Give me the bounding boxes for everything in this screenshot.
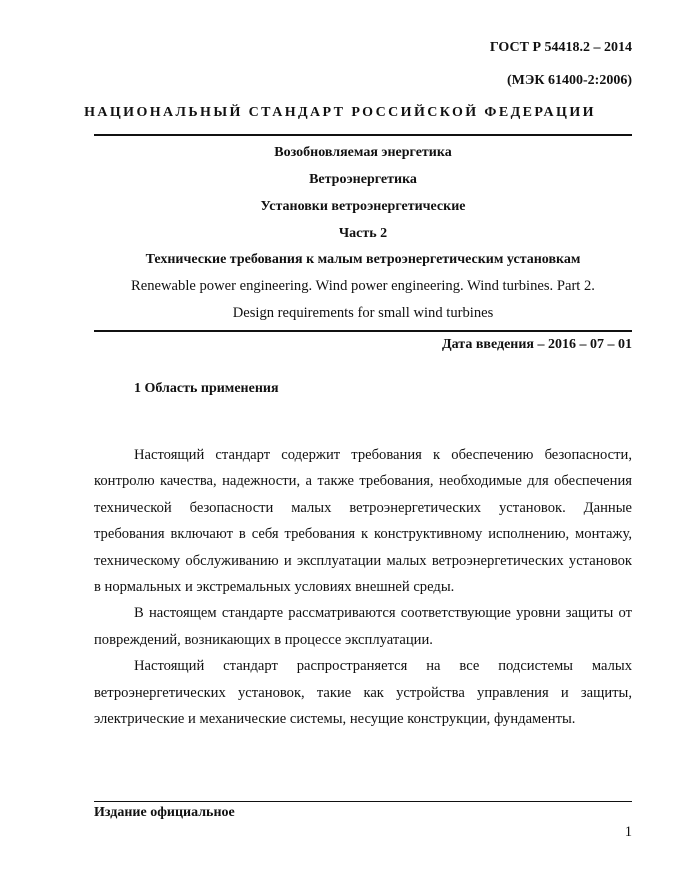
paragraph: В настоящем стандарте рассматриваются соответствующие уровни защиты от повреждений, возникающих в процессе эксплуатации. [94,605,632,648]
title-line-renewable: Возобновляемая энергетика [274,145,452,160]
page-number: 1 [624,824,632,840]
title-line-wind: Ветроэнергетика [309,172,417,187]
footer-divider [94,801,632,802]
section-heading: 1 Область применения [134,381,279,396]
iec-reference: (МЭК 61400-2:2006) [506,73,632,88]
national-standard-heading: НАЦИОНАЛЬНЫЙ СТАНДАРТ РОССИЙСКОЙ ФЕДЕРАЦИИ [84,105,596,120]
introduction-date: Дата введения – 2016 – 07 – 01 [442,337,632,352]
english-title-line-1: Renewable power engineering. Wind power engineering. Wind turbines. Part 2. [131,278,595,294]
title-line-part: Часть 2 [338,226,388,241]
title-line-installations: Установки ветроэнергетические [260,199,466,214]
english-title-line-2: Design requirements for small wind turbines [232,305,494,321]
header-divider [94,134,632,136]
section-body [94,442,632,732]
title-line-requirements: Технические требования к малым ветроэнергетическим установкам [145,252,581,267]
paragraph: Настоящий стандарт содержит требования к обеспечению безопасности, контролю качества, надежности, а также требования, необходимые для обеспечения технической безопасности малых ветроэнергетических установок. Данные требования включают в себя требования к конструктивному исполнению, монтажу, техническому обслуживанию и эксплуатации малых ветроэнергетических установок в нормальных и экстремальных условиях внешней среды. [94,447,632,596]
edition-label: Издание официальное [94,805,235,820]
standard-number: ГОСТ Р 54418.2 – 2014 [489,40,632,55]
paragraph: Настоящий стандарт распространяется на все подсистемы малых ветроэнергетических установок, такие как устройства управления и защиты, электрические и механические системы, несущие конструкции, фундаменты. [94,658,632,728]
title-divider [94,330,632,332]
